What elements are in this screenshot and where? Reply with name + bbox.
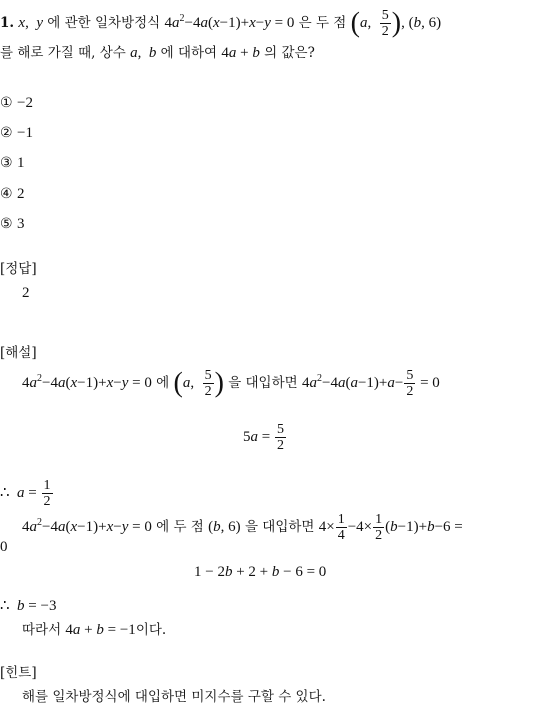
option-2[interactable]: ② −1	[0, 125, 33, 141]
option-4[interactable]: ④ 2	[0, 186, 25, 202]
question-text-1b: 은 두 점	[298, 15, 347, 31]
explanation-step-5: 1 − 2b + 2 + b − 6 = 0	[194, 564, 327, 580]
explanation-step-1: $4a^2-4a(x-1)+x-y = 0$ 에 (a, $\frac{5}{2}$ ) 을 대입하면 $4a^2-4a(a-1)+a-$ $\frac{5}{2}$ = 0	[22, 367, 440, 399]
question-text-2b: 에 대하여	[160, 45, 218, 61]
question-line-2: 를 해로 가질 때, 상수 a, b 에 대하여 4a + b 의 값은?	[0, 45, 315, 61]
option-3[interactable]: ③ 1	[0, 155, 25, 171]
question-text-2a: 를 해로 가질 때, 상수	[0, 45, 126, 61]
answer-value: 2	[22, 285, 30, 301]
question-number: 1.	[0, 15, 15, 31]
explanation-label: [해설]	[0, 345, 37, 361]
hint-label: [힌트]	[0, 665, 37, 681]
option-1[interactable]: ① −2	[0, 95, 33, 111]
answer-label: [정답]	[0, 261, 37, 277]
question-line-1: 1. x, y 에 관한 일차방정식 $4a^2-4a(x-1)+x-y = 0$ 은 두 점 (a, $\frac{5}{2}$ ), (b, 6)	[0, 7, 442, 39]
question-text-1a: 에 관한 일차방정식	[47, 15, 161, 31]
explanation-step-6: ∴ b = −3	[0, 598, 57, 614]
explanation-step-3: ∴ a = $\frac{1}{2}$	[0, 478, 51, 509]
hint-text: 해를 일차방정식에 대입하면 미지수를 구할 수 있다.	[22, 689, 326, 705]
explanation-step-4: $4a^2-4a(x-1)+x-y = 0$ 에 두 점 (b, 6) 을 대입하면 4× $\frac{1}{4}$ −4× $\frac{1}{2}$ (b−1)+b−6 =	[22, 512, 463, 543]
question-text-2c: 의 값은?	[264, 45, 315, 61]
explanation-step-2: 5a = $\frac{5}{2}$	[243, 422, 284, 453]
explanation-conclusion: 따라서 4a + b = −1이다.	[22, 622, 167, 638]
explanation-step-4-cont: 0	[0, 539, 8, 555]
option-5[interactable]: ⑤ 3	[0, 216, 25, 232]
